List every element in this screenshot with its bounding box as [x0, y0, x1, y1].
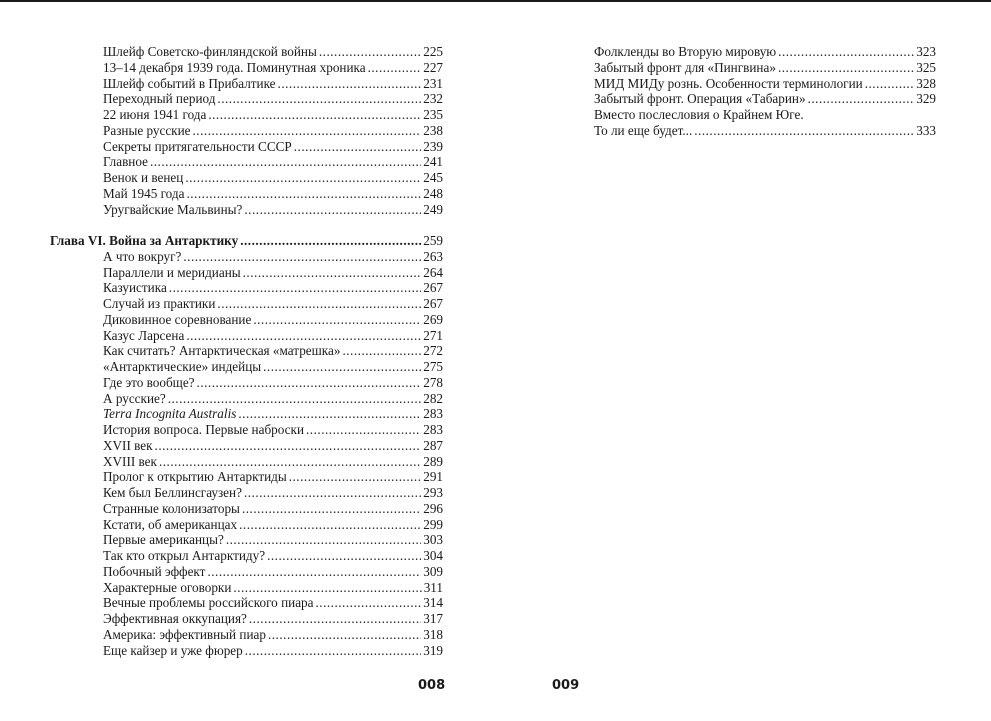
- toc-leader-dots: [294, 139, 421, 155]
- toc-entry-title: Секреты притягательности СССР: [103, 138, 292, 154]
- toc-entry-page: 241: [423, 154, 443, 170]
- toc-entry-page: 245: [423, 170, 443, 185]
- toc-leader-dots: [368, 60, 422, 76]
- toc-entry-title: Казус Ларсена: [103, 327, 185, 343]
- toc-entry: [50, 375, 443, 391]
- toc-entry-page: 291: [423, 469, 443, 485]
- toc-entry: [50, 44, 443, 60]
- toc-entry-title: Вместо послесловия о Крайнем Юге.: [594, 107, 804, 122]
- toc-entry: [594, 60, 936, 76]
- toc-entry-page: 227: [423, 59, 443, 75]
- toc-list-continued: [50, 44, 443, 217]
- toc-entry-title: Шлейф событий в Прибалтике: [103, 75, 276, 91]
- toc-entry-page: 333: [916, 122, 936, 138]
- toc-entry: [50, 343, 443, 359]
- toc-entry-title: Главное: [103, 154, 148, 170]
- toc-leader-dots: [207, 564, 421, 580]
- toc-leader-dots: [249, 611, 421, 627]
- toc-leader-dots: [289, 469, 422, 485]
- toc-left-column: [50, 44, 443, 658]
- toc-leader-dots: [865, 76, 915, 92]
- toc-entry-page: 283: [423, 406, 443, 422]
- toc-leader-dots: [169, 280, 421, 296]
- toc-entry-page: 278: [423, 374, 443, 390]
- toc-entry-page: 248: [423, 185, 443, 201]
- toc-leader-dots: [242, 501, 421, 517]
- toc-entry-title: 13–14 декабря 1939 года. Поминутная хроника: [103, 59, 366, 75]
- toc-entry: [50, 123, 443, 139]
- toc-entry-title: Переходный период: [103, 91, 216, 107]
- toc-entry-title: Май 1945 года: [103, 185, 185, 201]
- toc-entry-title: Америка: эффективный пиар: [103, 626, 266, 642]
- toc-entry-title: История вопроса. Первые наброски: [103, 422, 305, 437]
- toc-entry: [50, 154, 443, 170]
- toc-leader-dots: [694, 123, 914, 139]
- toc-leader-dots: [159, 454, 421, 470]
- toc-entry-page: 319: [423, 642, 443, 658]
- toc-leader-dots: [168, 391, 422, 407]
- toc-entry: [50, 580, 443, 596]
- toc-leader-dots: [185, 170, 421, 186]
- toc-entry-title: Казуистика: [103, 280, 167, 296]
- toc-leader-dots: [278, 76, 422, 92]
- toc-leader-dots: [217, 91, 421, 107]
- toc-entry-page: 232: [423, 91, 443, 107]
- toc-leader-dots: [186, 186, 421, 202]
- toc-entry-page: 238: [423, 122, 443, 138]
- toc-entry-page: 283: [423, 422, 443, 437]
- toc-entry-page: 317: [423, 611, 443, 626]
- toc-leader-dots: [183, 249, 421, 265]
- toc-gap: [50, 217, 443, 233]
- toc-leader-dots: [778, 44, 914, 60]
- toc-entry-page: 263: [423, 248, 443, 264]
- toc-entry-page: 267: [423, 280, 443, 296]
- toc-entry: [50, 406, 443, 422]
- toc-entry-title: Кем был Беллинсгаузен?: [103, 485, 242, 500]
- toc-leader-dots: [243, 265, 422, 281]
- toc-entry-title: Первые американцы?: [103, 532, 224, 548]
- toc-entry: [50, 422, 443, 438]
- toc-entry-title: XVIII век: [103, 453, 157, 469]
- toc-entry: [50, 548, 443, 564]
- toc-entry: [50, 296, 443, 312]
- toc-entry-title: Вечные проблемы российского пиара: [103, 595, 314, 611]
- toc-entry-title: «Антарктические» индейцы: [103, 359, 262, 374]
- toc-leader-dots: [253, 312, 421, 328]
- toc-entry-title: Фолкленды во Вторую мировую: [594, 44, 777, 59]
- toc-entry-title: Где это вообще?: [103, 374, 195, 390]
- toc-entry: [50, 107, 443, 123]
- toc-leader-dots: [342, 343, 421, 359]
- toc-entry: [50, 139, 443, 155]
- toc-entry-page: 329: [916, 91, 936, 107]
- toc-leader-dots: [208, 107, 421, 123]
- toc-entry: [50, 280, 443, 296]
- toc-entry-page: 289: [423, 453, 443, 469]
- toc-entry-page: 269: [423, 311, 443, 327]
- toc-entry-title: Побочный эффект: [103, 563, 206, 579]
- toc-entry: [50, 312, 443, 328]
- toc-entry-page: 282: [423, 390, 443, 406]
- page-number-right: 009: [552, 678, 580, 693]
- toc-entry-page: 275: [423, 359, 443, 374]
- toc-leader-dots: [263, 359, 421, 375]
- toc-entry: [50, 454, 443, 470]
- toc-leader-dots: [244, 485, 421, 501]
- toc-entry-title: Terra Incognita Australis: [103, 406, 237, 422]
- toc-entry-page: 271: [423, 327, 443, 343]
- toc-entry: [594, 76, 936, 92]
- toc-leader-dots: [233, 580, 421, 596]
- toc-entry-title: То ли еще будет...: [594, 122, 693, 138]
- toc-leader-dots: [240, 233, 421, 249]
- toc-leader-dots: [155, 438, 422, 454]
- toc-entry: [50, 391, 443, 407]
- toc-entry-title: Уругвайские Мальвины?: [103, 201, 243, 217]
- toc-entry: [50, 517, 443, 533]
- toc-leader-dots: [306, 422, 421, 438]
- toc-entry: [50, 170, 443, 186]
- toc-entry: [50, 249, 443, 265]
- toc-entry-page: 304: [423, 548, 443, 563]
- toc-entry-page: 235: [423, 107, 443, 122]
- toc-entry-title: Эффективная оккупация?: [103, 611, 247, 626]
- toc-entry: [50, 501, 443, 517]
- toc-entry: [594, 107, 936, 123]
- toc-entry: [50, 611, 443, 627]
- toc-entry-title: Венок и венец: [103, 170, 184, 185]
- toc-entry-page: 287: [423, 437, 443, 453]
- toc-entry: [50, 265, 443, 281]
- toc-entry: [50, 485, 443, 501]
- toc-entry-page: 323: [916, 44, 936, 59]
- toc-entry-title: Странные колонизаторы: [103, 500, 240, 516]
- toc-entry-page: 293: [423, 485, 443, 500]
- toc-entry: [50, 469, 443, 485]
- toc-entry: [50, 627, 443, 643]
- toc-leader-dots: [245, 643, 421, 659]
- toc-entry-title: А русские?: [103, 390, 166, 406]
- toc-entry-title: Как считать? Антарктическая «матрешка»: [103, 343, 341, 359]
- toc-leader-dots: [226, 532, 421, 548]
- toc-list-chapter: [50, 249, 443, 659]
- toc-entry-page: 303: [423, 532, 443, 548]
- toc-leader-dots: [316, 595, 422, 611]
- toc-leader-dots: [217, 296, 421, 312]
- toc-leader-dots: [186, 328, 421, 344]
- toc-entry: [50, 532, 443, 548]
- toc-entry-page: 264: [423, 264, 443, 280]
- toc-entry-page: 328: [916, 75, 936, 91]
- toc-leader-dots: [244, 202, 421, 218]
- toc-entry-title: А что вокруг?: [103, 248, 182, 264]
- toc-entry-title: Диковинное соревнование: [103, 311, 252, 327]
- toc-entry-title: Забытый фронт. Операция «Табарин»: [594, 91, 806, 107]
- toc-entry-title: Случай из практики: [103, 296, 216, 311]
- toc-entry: [50, 328, 443, 344]
- toc-entry-page: 296: [423, 500, 443, 516]
- toc-entry: [594, 91, 936, 107]
- toc-entry: [50, 564, 443, 580]
- toc-leader-dots: [808, 91, 915, 107]
- toc-leader-dots: [150, 154, 421, 170]
- toc-entry: [50, 643, 443, 659]
- toc-entry: [50, 359, 443, 375]
- toc-chapter-heading: [50, 233, 443, 249]
- toc-entry-title: Забытый фронт для «Пингвина»: [594, 59, 776, 75]
- toc-list-right: [594, 44, 936, 139]
- toc-right-column: [594, 44, 936, 139]
- toc-leader-dots: [268, 627, 421, 643]
- toc-entry: [50, 186, 443, 202]
- toc-entry: [50, 60, 443, 76]
- toc-leader-dots: [193, 123, 422, 139]
- toc-entry: [594, 123, 936, 139]
- toc-entry-page: 299: [423, 516, 443, 532]
- toc-leader-dots: [239, 517, 421, 533]
- toc-entry-title: XVII век: [103, 437, 153, 453]
- chapter-title: Глава VI. Война за Антарктику: [50, 233, 239, 248]
- toc-leader-dots: [267, 548, 421, 564]
- page-number-left: 008: [418, 678, 446, 693]
- toc-entry-title: 22 июня 1941 года: [103, 107, 207, 122]
- toc-entry-page: 309: [423, 563, 443, 579]
- toc-entry-title: Шлейф Советско-финляндской войны: [103, 44, 317, 59]
- toc-entry-title: Еще кайзер и уже фюрер: [103, 642, 243, 658]
- toc-entry-title: Так кто открыл Антарктиду?: [103, 548, 266, 563]
- toc-leader-dots: [319, 44, 421, 60]
- toc-entry-page: 272: [423, 343, 443, 359]
- toc-entry: [50, 202, 443, 218]
- toc-entry: [50, 91, 443, 107]
- toc-entry: [50, 76, 443, 92]
- chapter-page-number: 259: [423, 233, 443, 248]
- toc-leader-dots: [778, 60, 914, 76]
- toc-leader-dots: [238, 406, 421, 422]
- toc-entry-title: Разные русские: [103, 122, 191, 138]
- top-rule: [0, 0, 991, 2]
- toc-entry: [50, 595, 443, 611]
- toc-entry: [50, 438, 443, 454]
- toc-entry-title: Пролог к открытию Антарктиды: [103, 469, 287, 485]
- toc-entry-page: 318: [423, 626, 443, 642]
- toc-entry-page: 267: [423, 296, 443, 311]
- toc-entry-page: 239: [423, 138, 443, 154]
- toc-entry-page: 314: [423, 595, 443, 611]
- toc-entry-page: 325: [916, 59, 936, 75]
- toc-entry-title: Параллели и меридианы: [103, 264, 241, 280]
- toc-entry-title: Кстати, об американцах: [103, 516, 238, 532]
- toc-entry-page: 249: [423, 201, 443, 217]
- toc-entry-page: 231: [423, 75, 443, 91]
- toc-leader-dots: [197, 375, 422, 391]
- toc-entry-title: МИД МИДу рознь. Особенности терминологии: [594, 75, 863, 91]
- toc-entry: [594, 44, 936, 60]
- toc-entry-page: 225: [423, 44, 443, 59]
- toc-entry-title: Характерные оговорки: [103, 579, 232, 595]
- toc-entry-page: 311: [423, 579, 443, 595]
